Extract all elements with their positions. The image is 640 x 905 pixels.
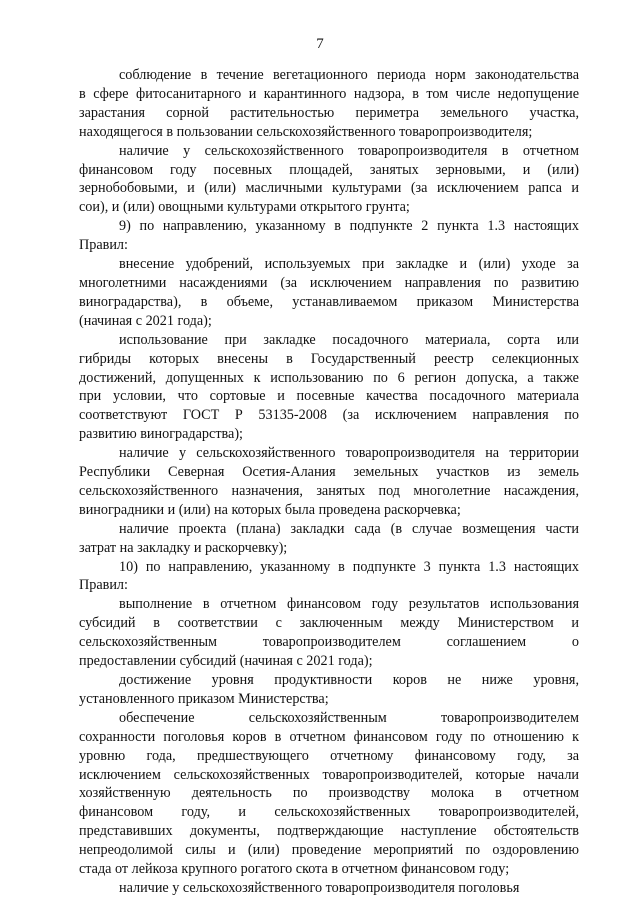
text-line: субсидий в соответствии с заключенным между Министерством и xyxy=(79,615,579,632)
text-line: обеспечение сельскохозяйственным товаропроизводителем xyxy=(119,709,579,726)
text-line: 9) по направлению, указанному в подпункте 2 пункта 1.3 настоящих xyxy=(119,218,579,235)
text-line: 10) по направлению, указанному в подпункте 3 пункта 1.3 настоящих xyxy=(119,558,579,575)
text-line: (начиная с 2021 года); xyxy=(79,312,212,329)
text-line: непреодолимой силы и (или) проведение мероприятий по оздоровлению xyxy=(79,842,579,859)
text-line: виноградники и (или) на которых была проведена раскорчевка; xyxy=(79,501,461,518)
page-number: 7 xyxy=(316,36,324,52)
text-line: развитию виноградарства); xyxy=(79,426,243,443)
text-line: соответствуют ГОСТ Р 53135-2008 (за исключением направления по xyxy=(79,407,579,424)
text-line: сои), и (или) овощными культурами открытого грунта; xyxy=(79,199,410,216)
text-line: сохранности поголовья коров в отчетном финансовом году по отношению к xyxy=(79,728,579,745)
text-line: соблюдение в течение вегетационного периода норм законодательства xyxy=(119,67,579,83)
text-line: многолетними насаждениями (за исключением направления по развитию xyxy=(79,274,579,291)
text-line: Правил: xyxy=(79,577,128,594)
text-line: наличие у сельскохозяйственного товаропроизводителя на территории xyxy=(119,445,579,462)
text-line: Республики Северная Осетия-Алания земельных участков из земель xyxy=(79,464,579,481)
paragraph xyxy=(79,444,579,520)
text-line: достижение уровня продуктивности коров не ниже уровня, xyxy=(119,672,579,688)
text-line: гибриды которых внесены в Государственный реестр селекционных xyxy=(79,350,579,367)
text-line: наличие у сельскохозяйственного товаропроизводителя в отчетном xyxy=(119,142,579,159)
text-line: виноградарства), в объеме, устанавливаемом приказом Министерства xyxy=(79,293,579,310)
text-line: хозяйственную деятельность по производству молока в отчетном xyxy=(79,785,579,802)
text-line: зернобобовыми, и (или) масличными культурами (за исключением рапса и xyxy=(79,180,579,197)
paragraph xyxy=(79,142,579,218)
text-line: находящегося в пользовании сельскохозяйственного товаропроизводителя; xyxy=(79,123,533,140)
text-line: внесение удобрений, используемых при закладке и (или) уходе за xyxy=(119,256,579,273)
text-line: достижений, допущенных к использованию по 6 регион допуска, а также xyxy=(79,369,579,386)
text-line: предоставлении субсидий (начиная с 2021 года); xyxy=(79,653,373,670)
text-line: наличие у сельскохозяйственного товаропроизводителя поголовья xyxy=(119,879,520,896)
paragraph xyxy=(79,66,579,142)
text-line: финансовом году, и сельскохозяйственных товаропроизводителей, xyxy=(79,804,579,821)
text-line: выполнение в отчетном финансовом году результатов использования xyxy=(119,596,579,613)
text-line: затрат на закладку и раскорчевку); xyxy=(79,539,288,556)
paragraph xyxy=(79,558,579,596)
paragraph xyxy=(79,331,579,444)
paragraph xyxy=(79,671,579,709)
text-line: стада от лейкоза крупного рогатого скота в отчетном финансовом году; xyxy=(79,861,510,878)
paragraph xyxy=(79,879,579,898)
text-line: при условии, что сортовые и посевные качества посадочного материала xyxy=(79,388,579,405)
text-line: использование при закладке посадочного материала, сорта или xyxy=(119,331,579,348)
text-line: представивших документы, подтверждающие наступление обстоятельств xyxy=(79,823,579,840)
paragraph xyxy=(79,217,579,255)
text-line: сельскохозяйственным товаропроизводителем соглашением о xyxy=(79,634,579,651)
document-body xyxy=(79,66,579,898)
paragraph xyxy=(79,709,579,879)
text-line: Правил: xyxy=(79,237,128,254)
text-line: сельскохозяйственного назначения, занятых под многолетние насаждения, xyxy=(79,482,579,499)
text-line: наличие проекта (плана) закладки сада (в случае возмещения части xyxy=(119,520,579,537)
paragraph xyxy=(79,255,579,331)
text-line: финансовом году посевных площадей, занятых зерновыми, и (или) xyxy=(79,161,579,178)
text-line: исключением сельскохозяйственных товаропроизводителей, которые начали xyxy=(79,766,579,783)
paragraph xyxy=(79,520,579,558)
text-line: установленного приказом Министерства; xyxy=(79,690,329,707)
text-line: зарастания сорной растительностью периметра земельного участка, xyxy=(79,104,579,121)
paragraph xyxy=(79,595,579,671)
text-line: уровню года, предшествующего отчетному финансовому году, за xyxy=(79,747,579,764)
text-line: в сфере фитосанитарного и карантинного надзора, в том числе недопущение xyxy=(79,85,579,102)
